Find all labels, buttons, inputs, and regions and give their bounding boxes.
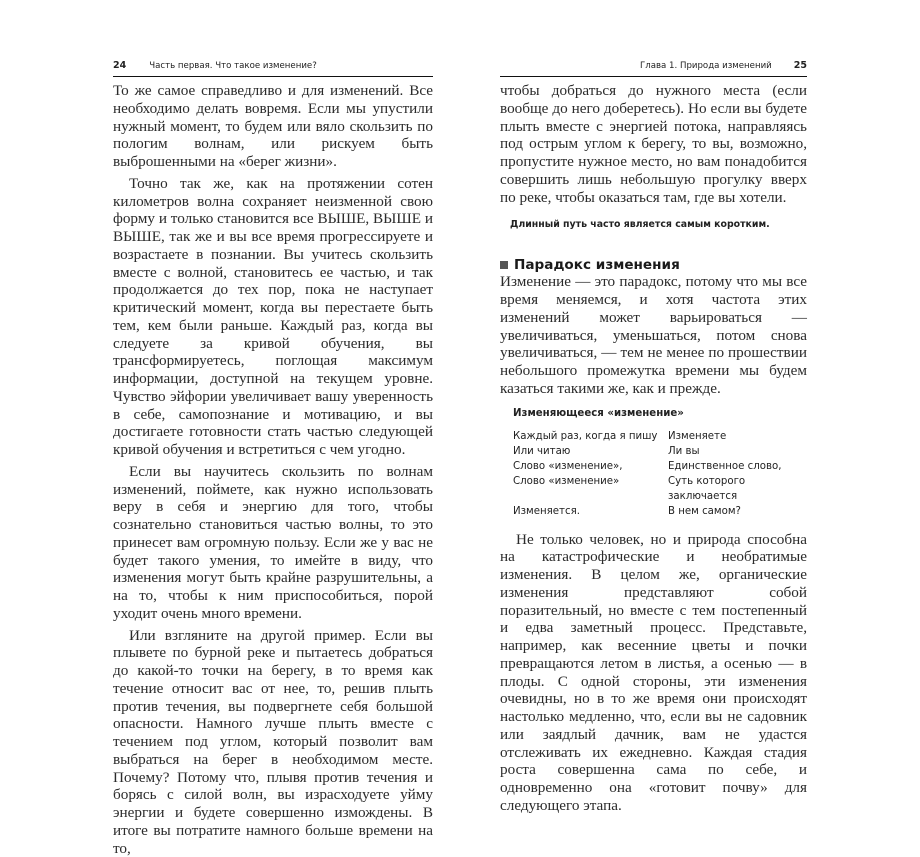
paragraph: То же самое справедливо и для изменений. Все необходимо делать вовремя. Если мы упустили нужный момент, то будем или вяло скользить по пологим волнам, или рискуем быть выброшенными на «берег жизни». bbox=[113, 82, 433, 171]
running-head-left bbox=[113, 60, 433, 77]
paragraph: Изменение — это парадокс, потому что мы все время меняемся, и хотя частота этих изменений может варьироваться — увеличиваться, уменьшаться, потом снова увеличиваться, — тем не менее по прошествии небольшого промежутка времени мы будем казаться такими же, как и прежде. bbox=[500, 273, 807, 397]
poem-line: В нем самом? bbox=[668, 504, 807, 519]
paragraph-continuation: чтобы добраться до нужного места (если вообще до него доберетесь). Но если вы будете плыть вместе с энергией потока, направляясь под острым углом к берегу, то вы, возможно, пропустите нужное место, но вам понадобится совершить лишь небольшую прогулку вверх по реке, чтобы оказаться там, где вы хотели. bbox=[500, 82, 807, 206]
right-page-body bbox=[500, 82, 807, 206]
page-number: 24 bbox=[113, 60, 126, 71]
left-page-body bbox=[113, 82, 433, 857]
final-body bbox=[500, 531, 807, 815]
running-head-title: Глава 1. Природа изменений bbox=[640, 61, 772, 71]
poem-line: Слово «изменение», bbox=[513, 459, 668, 474]
page-number: 25 bbox=[794, 60, 807, 71]
paragraph: Точно так же, как на протяжении сотен километров волна сохраняет неизменной свою форму и только становится все ВЫШЕ, ВЫШЕ и ВЫШЕ, так же и вы все время прогрессируете и возрастаете в познании. Вы учитесь скользить вместе с волной, становитесь ее частью, и так продолжается до тех пор, пока не наступает критический момент, когда вы перестаете быть тем, кем были раньше. Каждый раз, когда вы следуете за кривой обучения, вы трансформируетесь, поглощая максимум информации, доступной на текущем уровне. Чувство эйфории увеличивает вашу уверенность в себе, самопознание и мотивацию, и вы достигаете готовности стать частью следующей кривой обучения и встретиться с чем угодно. bbox=[113, 175, 433, 459]
poem-line: Изменяете bbox=[668, 429, 807, 444]
left-page bbox=[113, 60, 433, 857]
poem-lines bbox=[513, 429, 807, 519]
right-page bbox=[500, 60, 807, 815]
square-bullet-icon bbox=[500, 261, 508, 269]
poem-line: Суть которого заключается bbox=[668, 474, 807, 504]
section-heading-text: Парадокс изменения bbox=[514, 257, 680, 273]
paragraph: Если вы научитесь скользить по волнам изменений, поймете, как нужно использовать веру в себя и энергию для того, чтобы сознательно становиться частью волны, то это принесет вам огромную пользу. Если же у вас не будет такого умения, то имейте в виду, что изменения могут быть крайне разрушительны, а на то, чтобы к ним приспособиться, порой уходит очень много времени. bbox=[113, 463, 433, 623]
poem-line: Слово «изменение» bbox=[513, 474, 668, 504]
poem bbox=[513, 408, 807, 519]
poem-line: Ли вы bbox=[668, 444, 807, 459]
paragraph: Или взгляните на другой пример. Если вы плывете по бурной реке и пытаетесь добраться до какой-то точки на берегу, в то время как течение относит вас от нее, то, решив плыть против течения, вы подвергнете себя большой опасности. Намного лучше плыть вместе с течением под углом, который позволит вам выбраться на берег в необходимом месте. Почему? Потому что, плывя против течения и борясь с силой волн, вы израсходуете уйму энергии и будете совершенно измождены. В итоге вы потратите намного больше времени на то, bbox=[113, 627, 433, 857]
poem-line: Единственное слово, bbox=[668, 459, 807, 474]
paragraph: Не только человек, но и природа способна на катастрофические и необратимые изменения. В целом же, органические изменения представляют собой поразительный, но вместе с тем постепенный и едва заметный процесс. Представьте, например, как весенние цветы и почки превращаются летом в листья, а осенью — в плоды. С одной стороны, эти изменения очевидны, но в то же время они происходят настолько медленно, что, если вы не садовник или заядлый дачник, вам не удастся отслеживать их ежедневно. Каждая стадия роста совершенна сама по себе, и одновременно она «готовит почву» для следующего этапа. bbox=[500, 531, 807, 815]
section-heading bbox=[500, 256, 807, 273]
section-body bbox=[500, 273, 807, 397]
callout-quote: Длинный путь часто является самым коротким. bbox=[510, 219, 807, 230]
poem-title: Изменяющееся «изменение» bbox=[513, 408, 807, 419]
poem-line: Или читаю bbox=[513, 444, 668, 459]
poem-line: Изменяется. bbox=[513, 504, 668, 519]
running-head-title: Часть первая. Что такое изменение? bbox=[149, 61, 317, 71]
poem-line: Каждый раз, когда я пишу bbox=[513, 429, 668, 444]
running-head-right bbox=[500, 60, 807, 77]
